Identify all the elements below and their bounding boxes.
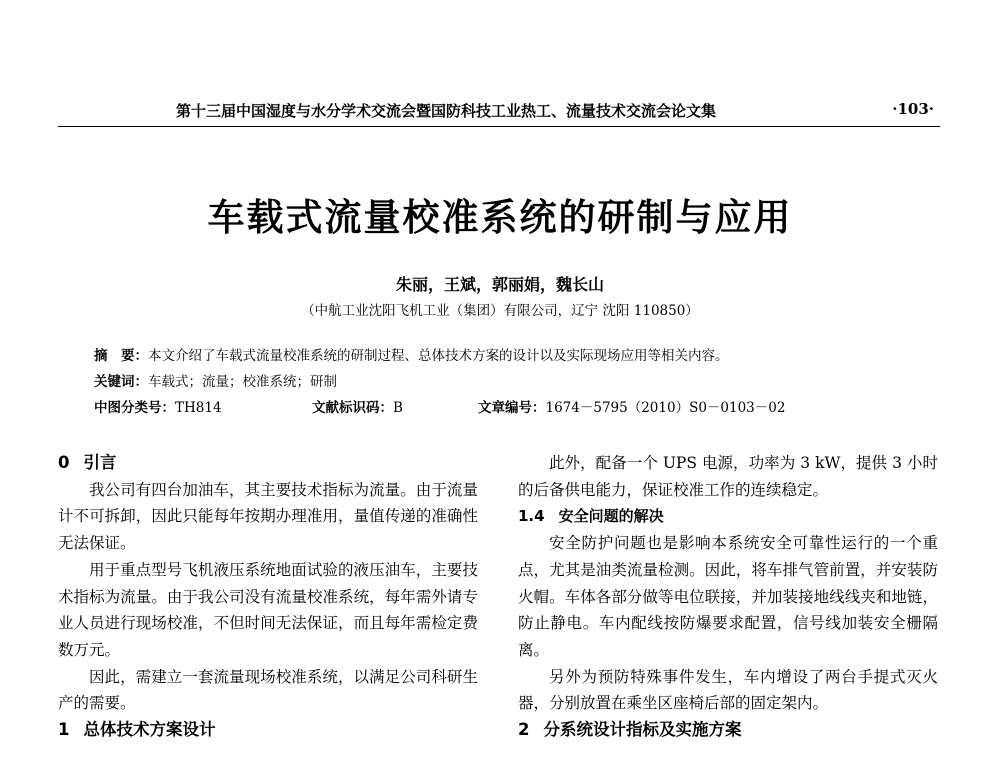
section-number: 1: [58, 720, 70, 740]
clc-value: TH814: [175, 400, 222, 416]
keywords: [94, 370, 337, 390]
clc-number: [94, 396, 222, 416]
abstract-label: 摘 要：: [94, 348, 148, 364]
section-number: 0: [58, 453, 70, 472]
clc-label: 中图分类号：: [94, 400, 175, 416]
article-number: [478, 396, 785, 416]
abstract-text: 本文介绍了车载式流量校准系统的研制过程、总体技术方案的设计以及实际现场应用等相关内容。: [148, 348, 729, 364]
author-list: 朱丽，王斌，郭丽娟，魏长山: [395, 275, 604, 294]
paragraph: 安全防护问题也是影响本系统安全可靠性运行的一个重点，尤其是油类流量检测。因此，将车排气管前置，并安装防火帽。车体各部分做等电位联接，并加装接地线线夹和地链，防止静电。车内配线按防爆要求配置，信号线加装安全栅隔离。: [518, 534, 938, 659]
page-number: ·103·: [892, 100, 934, 118]
section-title: 引言: [83, 453, 117, 472]
affiliation: （中航工业沈阳飞机工业（集团）有限公司，辽宁 沈阳 110850）: [301, 303, 699, 319]
doc-code-value: B: [393, 400, 403, 416]
paper-title: 车载式流量校准系统的研制与应用: [207, 196, 793, 239]
keywords-text: 车载式；流量；校准系统；研制: [148, 374, 337, 390]
paragraph: 用于重点型号飞机液压系统地面试验的液压油车，主要技术指标为流量。由于我公司没有流量校准系统，每年需外请专业人员进行现场校准，不但时间无法保证，而且每年需检定费数万元。: [58, 560, 478, 659]
conference-title: 第十三届中国湿度与水分学术交流会暨国防科技工业热工、流量技术交流会论文集: [176, 102, 717, 120]
paragraph: 因此，需建立一套流量现场校准系统，以满足公司科研生产的需要。: [58, 667, 478, 713]
right-column: [518, 450, 938, 744]
left-column: [58, 450, 478, 744]
header-divider: [58, 126, 940, 127]
running-header: [58, 100, 940, 122]
section-title: 安全问题的解决: [558, 507, 664, 526]
section-title: 分系统设计指标及实施方案: [543, 720, 742, 740]
document-code: [312, 396, 403, 416]
paragraph: 此外，配备一个 UPS 电源，功率为 3 kW，提供 3 小时的后备供电能力，保证校准工作的连续稳定。: [518, 454, 938, 499]
section-number: 2: [518, 720, 530, 740]
doc-code-label: 文献标识码：: [312, 400, 393, 416]
section-number: 1.4: [518, 507, 545, 526]
section-heading-introduction: [58, 450, 478, 477]
article-no-value: 1674－5795（2010）S0－0103－02: [545, 400, 786, 416]
section-title: 总体技术方案设计: [83, 720, 216, 740]
article-no-label: 文章编号：: [478, 400, 546, 416]
section-heading-subsystems: [518, 717, 938, 744]
paragraph: 另外为预防特殊事件发生，车内增设了两台手提式灭火器，分别放置在乘坐区座椅后部的固定架内。: [518, 667, 938, 713]
subsection-heading-safety: [518, 503, 938, 530]
section-heading-overall-design: [58, 717, 478, 744]
keywords-label: 关键词：: [94, 374, 148, 390]
abstract: [94, 344, 729, 364]
paragraph: 我公司有四台加油车，其主要技术指标为流量。由于流量计不可拆卸，因此只能每年按期办理准用，量值传递的准确性无法保证。: [58, 480, 478, 553]
